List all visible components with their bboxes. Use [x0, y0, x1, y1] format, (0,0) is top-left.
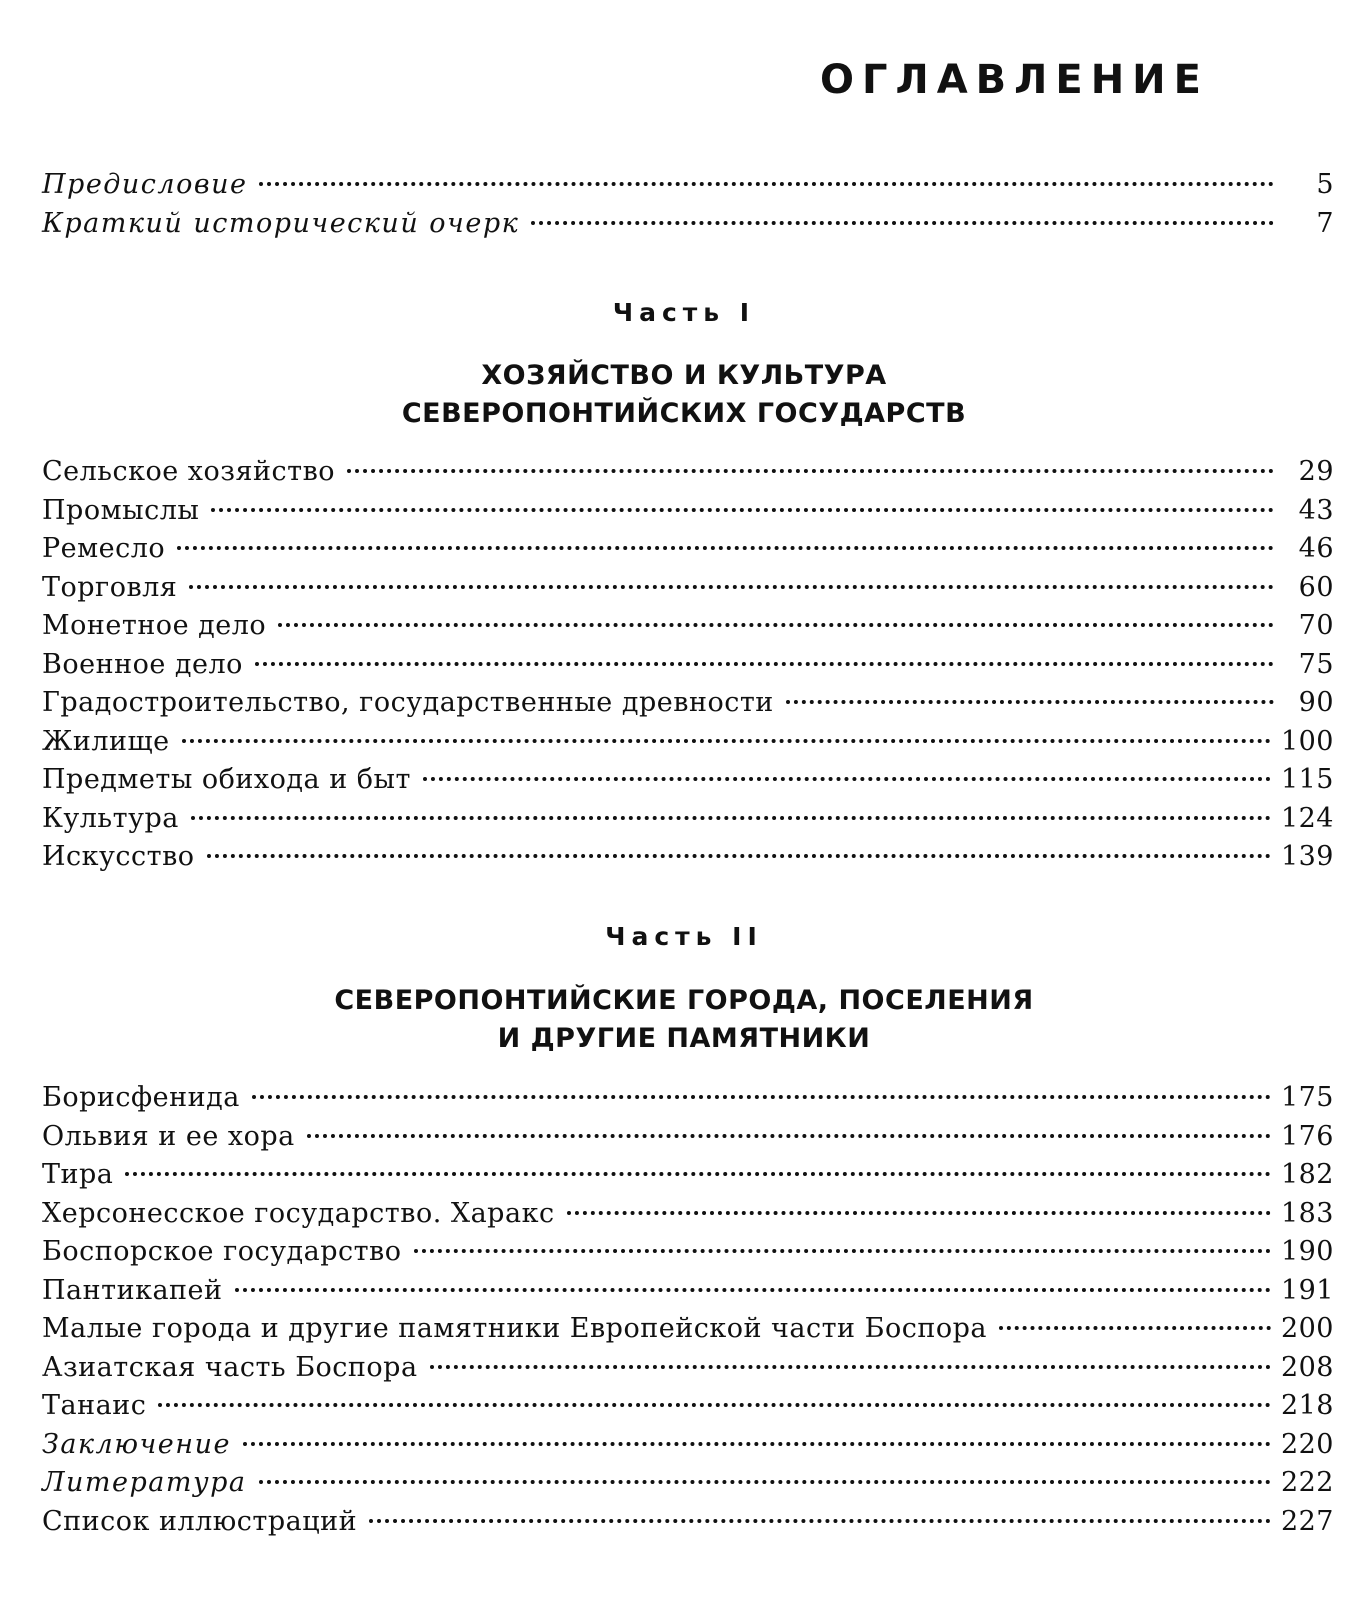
toc-entry-label: Борисфенида — [42, 1082, 240, 1113]
toc-entry-label: Торговля — [42, 571, 178, 603]
toc-entry[interactable] — [42, 684, 1334, 723]
dot-leader — [567, 1211, 1271, 1215]
part-1-title-line-1: ХОЗЯЙСТВО И КУЛЬТУРА — [481, 360, 887, 391]
toc-entry[interactable] — [42, 569, 1334, 608]
toc-entry-label: Военное дело — [42, 648, 243, 680]
dot-leader — [158, 1403, 1271, 1407]
toc-entry-page: 43 — [1298, 494, 1334, 526]
toc-entry-page: 222 — [1280, 1467, 1334, 1498]
toc-entry-label: Промыслы — [42, 494, 200, 526]
toc-entry[interactable] — [42, 453, 1334, 492]
toc-entry[interactable] — [42, 1272, 1334, 1311]
part-2-title-line-2: И ДРУГИЕ ПАМЯТНИКИ — [497, 1023, 871, 1054]
toc-entry-page: 175 — [1280, 1082, 1334, 1113]
toc-entry-label: Искусство — [42, 841, 195, 872]
dot-leader — [125, 1172, 1271, 1176]
toc-entry[interactable] — [42, 1310, 1334, 1349]
toc-entry-label: Монетное дело — [42, 610, 267, 641]
toc-entry[interactable] — [42, 1387, 1334, 1426]
toc-entry-page: 182 — [1280, 1159, 1334, 1190]
toc-entry[interactable] — [42, 761, 1334, 800]
dot-leader — [278, 623, 1274, 627]
toc-entry-page: 139 — [1280, 841, 1334, 872]
toc-entry-label: Тира — [42, 1159, 114, 1190]
part-2-heading: Часть II — [605, 922, 763, 951]
dot-leader — [369, 1519, 1271, 1523]
toc-entry[interactable] — [42, 1118, 1334, 1157]
toc-entry-label: Предисловие — [42, 169, 248, 200]
dot-leader — [259, 1480, 1271, 1484]
dot-leader — [531, 221, 1274, 225]
toc-entry-page: 227 — [1280, 1505, 1334, 1537]
toc-entry[interactable] — [42, 1195, 1334, 1234]
dot-leader — [347, 469, 1274, 473]
toc-entry-label: Ольвия и ее хора — [42, 1120, 295, 1152]
dot-leader — [307, 1134, 1271, 1138]
toc-entry-label: Градостроительство, государственные древности — [42, 687, 774, 718]
dot-leader — [235, 1288, 1271, 1292]
dot-leader — [423, 777, 1271, 781]
toc-entry-page: 176 — [1280, 1120, 1334, 1152]
toc-entry-label: Боспорское государство — [42, 1236, 402, 1267]
part-1-entries — [42, 453, 1334, 877]
dot-leader — [189, 585, 1274, 589]
toc-entry[interactable] — [42, 1156, 1334, 1195]
toc-entry-page: 7 — [1316, 207, 1334, 239]
toc-entry-label: Сельское хозяйство — [42, 456, 336, 487]
dot-leader — [430, 1365, 1271, 1369]
intro-entries — [42, 166, 1334, 243]
toc-entry-page: 100 — [1280, 725, 1334, 757]
dot-leader — [414, 1249, 1271, 1253]
toc-entry-literature[interactable] — [42, 1464, 1334, 1503]
toc-entry-page: 46 — [1298, 533, 1334, 564]
toc-entry[interactable] — [42, 723, 1334, 762]
part-1-heading: Часть I — [612, 298, 756, 327]
toc-entry-page: 220 — [1280, 1428, 1334, 1460]
toc-entry-label: Ремесло — [42, 533, 166, 564]
dot-leader — [255, 662, 1274, 666]
toc-entry[interactable] — [42, 607, 1334, 646]
toc-entry-conclusion[interactable] — [42, 1426, 1334, 1465]
toc-entry[interactable] — [42, 1349, 1334, 1388]
dot-leader — [191, 816, 1271, 820]
part-1-title — [0, 357, 1368, 433]
toc-entry-page: 191 — [1280, 1274, 1334, 1306]
toc-entry-preface[interactable] — [42, 166, 1334, 205]
toc-entry-label: Малые города и другие памятники Европейской части Боспора — [42, 1313, 987, 1344]
toc-entry-label: Литература — [42, 1467, 247, 1498]
toc-entry[interactable] — [42, 646, 1334, 685]
toc-entry-page: 218 — [1280, 1390, 1334, 1421]
toc-entry-page: 124 — [1280, 802, 1334, 834]
toc-entry-historical-sketch[interactable] — [42, 205, 1334, 244]
toc-entry-page: 115 — [1280, 764, 1334, 795]
toc-entry[interactable] — [42, 838, 1334, 877]
dot-leader — [999, 1326, 1271, 1330]
dot-leader — [211, 508, 1274, 512]
toc-entry-label: Предметы обихода и быт — [42, 764, 411, 795]
toc-entry-page: 75 — [1298, 648, 1334, 680]
toc-entry-page: 200 — [1280, 1313, 1334, 1344]
toc-entry-label: Список иллюстраций — [42, 1505, 358, 1537]
dot-leader — [182, 739, 1271, 743]
toc-entry-page: 5 — [1316, 169, 1334, 200]
toc-entry[interactable] — [42, 492, 1334, 531]
toc-entry-label: Краткий исторический очерк — [42, 207, 520, 239]
toc-entry[interactable] — [42, 1079, 1334, 1118]
toc-entry-label: Пантикапей — [42, 1274, 223, 1306]
dot-leader — [243, 1442, 1271, 1446]
toc-entry-label: Культура — [42, 802, 179, 834]
part-1-title-line-2: СЕВЕРОПОНТИЙСКИХ ГОСУДАРСТВ — [401, 398, 967, 429]
toc-entry-page: 70 — [1298, 610, 1334, 641]
toc-entry-page: 208 — [1280, 1351, 1334, 1383]
toc-entry-page: 183 — [1280, 1197, 1334, 1229]
toc-entry-page: 29 — [1298, 456, 1334, 487]
dot-leader — [786, 700, 1274, 704]
part-2-entries — [42, 1079, 1334, 1541]
toc-entry-label: Жилище — [42, 725, 170, 757]
toc-entry[interactable] — [42, 530, 1334, 569]
part-2-title-line-1: СЕВЕРОПОНТИЙСКИЕ ГОРОДА, ПОСЕЛЕНИЯ — [334, 985, 1034, 1016]
page-title: ОГЛАВЛЕНИЕ — [820, 57, 1209, 103]
dot-leader — [259, 182, 1274, 186]
toc-entry-page: 60 — [1298, 571, 1334, 603]
toc-entry[interactable] — [42, 1233, 1334, 1272]
toc-entry[interactable] — [42, 800, 1334, 839]
toc-entry-label: Херсонесское государство. Харакс — [42, 1197, 555, 1229]
toc-entry-label: Заключение — [42, 1428, 231, 1460]
toc-entry-page: 190 — [1280, 1236, 1334, 1267]
toc-entry-page: 90 — [1298, 687, 1334, 718]
dot-leader — [252, 1095, 1271, 1099]
part-2-title — [0, 982, 1368, 1058]
dot-leader — [207, 854, 1271, 858]
toc-entry-label: Азиатская часть Боспора — [42, 1351, 418, 1383]
toc-entry-illustrations-list[interactable] — [42, 1503, 1334, 1542]
dot-leader — [177, 546, 1274, 550]
toc-entry-label: Танаис — [42, 1390, 147, 1421]
